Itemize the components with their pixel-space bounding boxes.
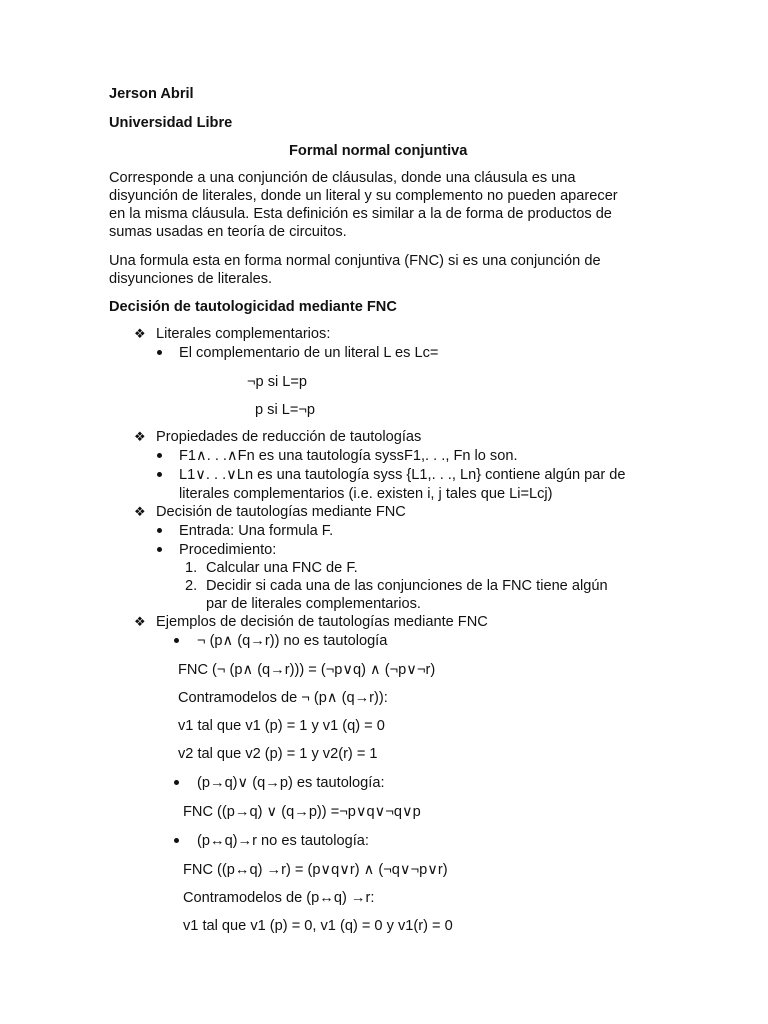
intro-p1-line1: Corresponde a una conjunción de cláusulas, donde una cláusula es una [109,170,576,186]
s3-heading: Decisión de tautologías mediante FNC [156,504,406,520]
s3-bullet1: Entrada: Una formula F. [179,523,334,539]
example3-contramodelos: Contramodelos de (p↔q) →r: [183,890,375,906]
s3-num1-label: 1. [185,560,198,576]
institution-name: Universidad Libre [109,115,233,131]
example3-statement: (p↔q)→r no es tautología: [197,833,369,849]
diamond-bullet-icon: ❖ [134,614,146,629]
author-name: Jerson Abril [109,86,194,102]
document-title: Formal normal conjuntiva [289,143,468,159]
example2-fnc: FNC ((p→q) ∨ (q→p)) =¬p∨q∨¬q∨p [183,804,421,820]
s2-heading: Propiedades de reducción de tautologías [156,429,422,445]
diamond-bullet-icon: ❖ [134,326,146,341]
intro-p1-line2: disyunción de literales, donde un literal y su complemento no pueden aparecer [109,188,618,204]
s1-bullet: El complementario de un literal L es Lc= [179,345,439,361]
example1-v2: v2 tal que v2 (p) = 1 y v2(r) = 1 [178,746,378,762]
example1-v1: v1 tal que v1 (p) = 1 y v1 (q) = 0 [178,718,385,734]
example1-statement: ¬ (p∧ (q→r)) no es tautología [197,633,388,649]
s4-heading: Ejemplos de decisión de tautologías mediante FNC [156,614,488,630]
s1-case2: p si L=¬p [255,402,316,418]
s3-num2-line2: par de literales complementarios. [206,596,421,612]
intro-p1-line3: en la misma cláusula. Esta definición es similar a la de forma de productos de [109,206,612,222]
s3-num1: Calcular una FNC de F. [206,560,358,576]
bullet-dot-icon [174,838,179,843]
bullet-dot-icon [157,453,162,458]
bullet-dot-icon [174,780,179,785]
intro-p2-line2: disyunciones de literales. [109,271,273,287]
example3-fnc: FNC ((p↔q) →r) = (p∨q∨r) ∧ (¬q∨¬p∨r) [183,862,448,878]
bullet-dot-icon [157,350,162,355]
s3-num2-label: 2. [185,578,198,594]
s2-bullet2-line1: L1∨. . .∨Ln es una tautología syss {L1,. . ., Ln} contiene algún par de [179,467,626,483]
intro-p1-line4: sumas usadas en teoría de circuitos. [109,224,347,240]
s2-bullet2-line2: literales complementarios (i.e. existen i, j tales que Li=Lcj) [179,486,553,502]
s2-bullet1: F1∧. . .∧Fn es una tautología syssF1,. . ., Fn lo son. [179,448,518,464]
example1-fnc: FNC (¬ (p∧ (q→r))) = (¬p∨q) ∧ (¬p∨¬r) [178,662,436,678]
s3-bullet2: Procedimiento: [179,542,277,558]
bullet-dot-icon [157,547,162,552]
section-heading: Decisión de tautologicidad mediante FNC [109,299,397,315]
diamond-bullet-icon: ❖ [134,504,146,519]
example2-statement: (p→q)∨ (q→p) es tautología: [197,775,385,791]
s1-heading: Literales complementarios: [156,326,331,342]
diamond-bullet-icon: ❖ [134,429,146,444]
s1-case1: ¬p si L=p [247,374,308,390]
bullet-dot-icon [157,472,162,477]
intro-p2-line1: Una formula esta en forma normal conjuntiva (FNC) si es una conjunción de [109,253,601,269]
s3-num2-line1: Decidir si cada una de las conjunciones de la FNC tiene algún [206,578,608,594]
bullet-dot-icon [157,528,162,533]
bullet-dot-icon [174,638,179,643]
example3-v1: v1 tal que v1 (p) = 0, v1 (q) = 0 y v1(r) = 0 [183,918,453,934]
example1-contramodelos: Contramodelos de ¬ (p∧ (q→r)): [178,690,388,706]
